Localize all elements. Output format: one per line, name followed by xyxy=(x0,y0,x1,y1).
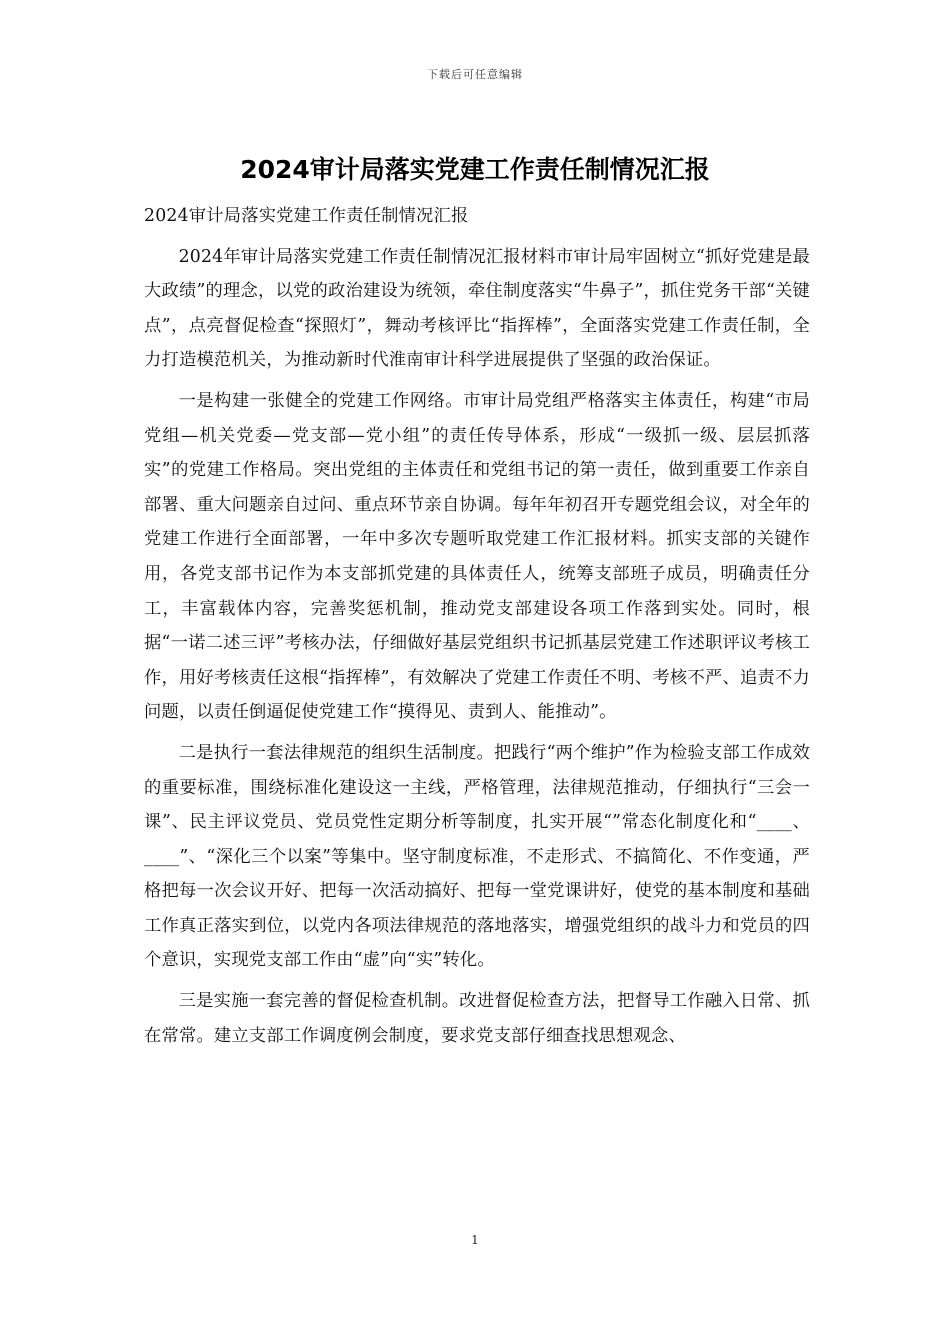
header-note: 下载后可任意编辑 xyxy=(427,68,523,81)
paragraph-point-three: 三是实施一套完善的督促检查机制。改进督促检查方法，把督导工作融入日常、抓在常常。建立支部工作调度例会制度，要求党支部仔细查找思想观念、 xyxy=(144,991,810,1046)
paragraph-point-two: 二是执行一套法律规范的组织生活制度。把践行“两个维护”作为检验支部工作成效的重要标准，围绕标准化建设这一主线，严格管理，法律规范推动，仔细执行“三会一课”、民主评议党员、党员党性定期分析等制度，扎实开展“”常态化制度化和“____、____”、“深化三个以案”等集中。坚守制度标准，不走形式、不搞简化、不作变通，严格把每一次会议开好、把每一次活动搞好、把每一堂党课讲好，使党的基本制度和基础工作真正落实到位，以党内各项法律规范的落地落实，增强党组织的战斗力和党员的四个意识，实现党支部工作由“虚”向“实”转化。 xyxy=(144,742,810,971)
paragraph-point-one: 一是构建一张健全的党建工作网络。市审计局党组严格落实主体责任，构建“市局党组—机关党委—党支部—党小组”的责任传导体系，形成“一级抓一级、层层抓落实”的党建工作格局。突出党组的主体责任和党组书记的第一责任，做到重要工作亲自部署、重大问题亲自过问、重点环节亲自协调。每年年初召开专题党组会议，对全年的党建工作进行全面部署，一年中多次专题听取党建工作汇报材料。抓实支部的关键作用，各党支部书记作为本支部抓党建的具体责任人，统筹支部班子成员，明确责任分工，丰富载体内容，完善奖惩机制，推动党支部建设各项工作落到实处。同时，根据“一诺二述三评”考核办法，仔细做好基层党组织书记抓基层党建工作述职评议考核工作，用好考核责任这根“指挥棒”，有效解决了党建工作责任不明、考核不严、追责不力问题，以责任倒逼促使党建工作“摸得见、责到人、能推动”。 xyxy=(144,390,810,723)
page-number: 1 xyxy=(471,1233,479,1247)
paragraph-intro: 2024年审计局落实党建工作责任制情况汇报材料市审计局牢固树立“抓好党建是最大政绩”的理念，以党的政治建设为统领，牵住制度落实“牛鼻子”，抓住党务干部“关键点”，点亮督促检查“探照灯”，舞动考核评比“指挥棒”，全面落实党建工作责任制，全力打造模范机关，为推动新时代淮南审计科学进展提供了坚强的政治保证。 xyxy=(144,246,810,371)
document-body xyxy=(144,199,810,1053)
document-title: 2024审计局落实党建工作责任制情况汇报 xyxy=(240,155,710,184)
document-subtitle: 2024审计局落实党建工作责任制情况汇报 xyxy=(144,206,469,226)
